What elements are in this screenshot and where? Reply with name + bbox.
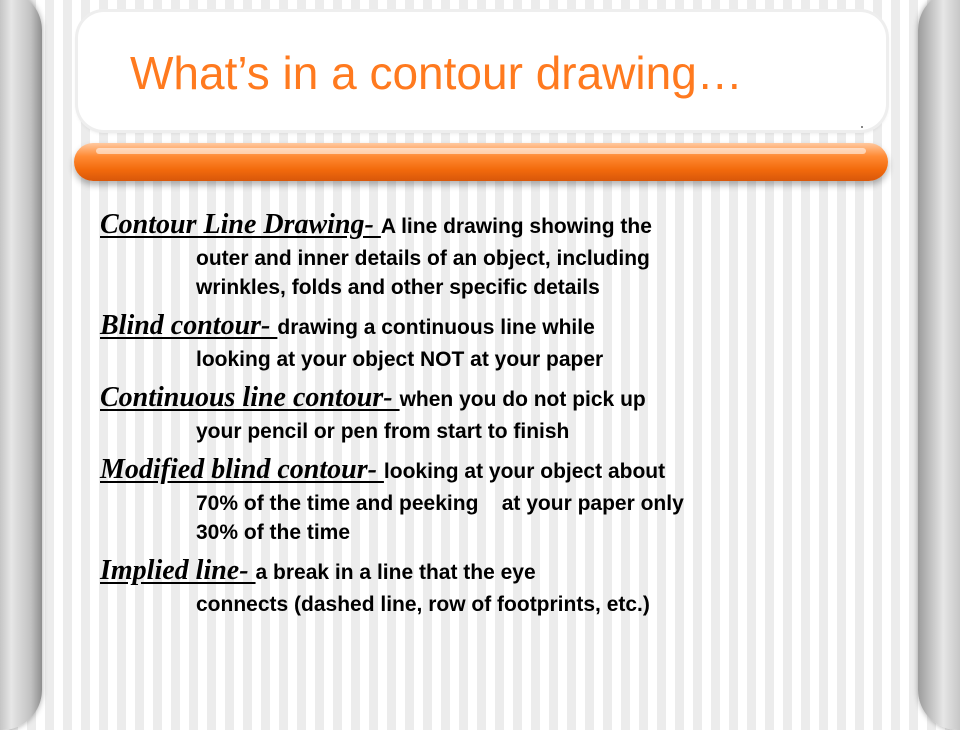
- definition-text: drawing a continuous line while: [277, 316, 595, 339]
- definition-modified-blind-contour: [100, 453, 880, 547]
- slide-title: What’s in a contour drawing…: [130, 47, 743, 99]
- definition-term: Continuous line contour-: [100, 382, 400, 413]
- definition-term: Contour Line Drawing-: [100, 209, 381, 240]
- decorative-dot: [861, 126, 863, 128]
- definition-text: outer and inner details of an object, including: [196, 247, 650, 270]
- definition-text: 30% of the time: [196, 521, 351, 544]
- definition-blind-contour: [100, 309, 880, 374]
- definition-text: A line drawing showing the: [380, 215, 652, 238]
- definition-term: Modified blind contour-: [100, 454, 384, 485]
- definition-text: connects (dashed line, row of footprints, etc.): [196, 593, 650, 616]
- definition-continuous-line-contour: [100, 381, 880, 446]
- orange-divider-bar: [74, 143, 888, 181]
- definition-text: wrinkles, folds and other specific details: [196, 276, 600, 299]
- definition-text: your pencil or pen from start to finish: [196, 420, 570, 443]
- left-decorative-pillar: [0, 0, 42, 730]
- definition-text: when you do not pick up: [399, 388, 646, 411]
- definition-implied-line: [100, 554, 880, 619]
- definition-text: 70% of the time and peeking at your paper only: [196, 492, 684, 515]
- definition-text: looking at your object NOT at your paper: [196, 348, 604, 371]
- definition-term: Implied line-: [100, 555, 256, 586]
- definition-text: looking at your object about: [383, 460, 666, 483]
- definition-term: Blind contour-: [100, 310, 278, 341]
- definition-contour-line-drawing: [100, 208, 880, 302]
- definitions-list: [100, 208, 880, 626]
- right-decorative-pillar: [918, 0, 960, 730]
- definition-text: a break in a line that the eye: [255, 561, 536, 584]
